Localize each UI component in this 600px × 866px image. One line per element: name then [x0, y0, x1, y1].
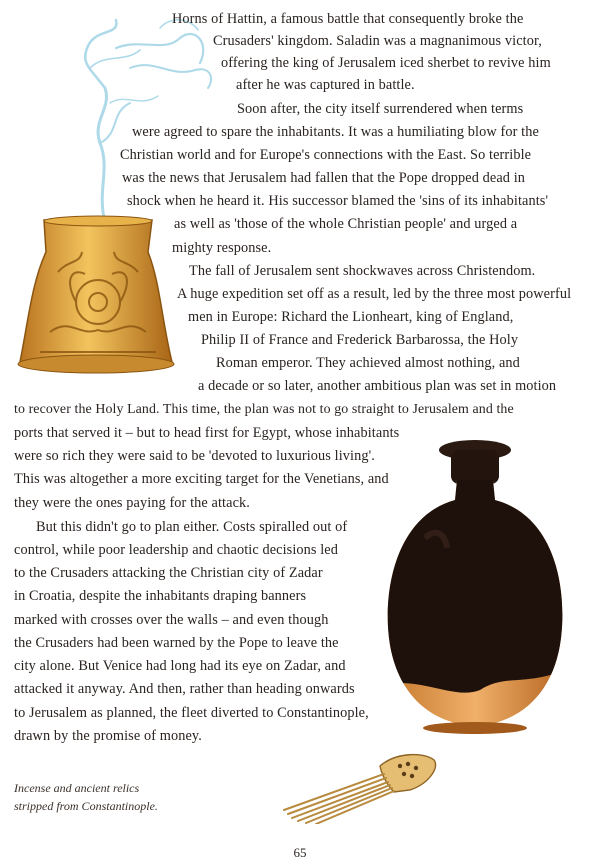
body-text-line: to Jerusalem as planned, the fleet diverted to Constantinople, [14, 705, 369, 721]
body-text-line: after he was captured in battle. [236, 77, 415, 93]
body-text-line: shock when he heard it. His successor blamed the 'sins of its inhabitants' [127, 193, 549, 209]
body-text-line: men in Europe: Richard the Lionheart, king of England, [188, 309, 514, 325]
body-text-line: mighty response. [172, 240, 272, 256]
ivory-comb-illustration [278, 748, 440, 824]
body-text-line: drawn by the promise of money. [14, 728, 202, 744]
carved-incense-vessel-illustration [10, 212, 182, 378]
body-text-line: Philip II of France and Frederick Barbarossa, the Holy [201, 332, 519, 348]
body-text-line: was the news that Jerusalem had fallen that the Pope dropped dead in [122, 170, 526, 186]
body-text-line: ports that served it – but to head first for Egypt, whose inhabitants [14, 425, 400, 441]
body-text-line: as well as 'those of the whole Christian people' and urged a [174, 216, 518, 232]
body-text-line: Crusaders' kingdom. Saladin was a magnanimous victor, [213, 33, 542, 49]
body-text-line: Christian world and for Europe's connections with the East. So terrible [120, 147, 532, 163]
body-text-line: to the Crusaders attacking the Christian city of Zadar [14, 565, 323, 581]
body-text-line: A huge expedition set off as a result, led by the three most powerful [177, 286, 572, 302]
body-text-line: the Crusaders had been warned by the Pope to leave the [14, 635, 339, 651]
body-text-line: But this didn't go to plan either. Costs spiralled out of [36, 519, 348, 535]
body-text-line: Roman emperor. They achieved almost nothing, and [216, 355, 520, 371]
body-text-line: Horns of Hattin, a famous battle that consequently broke the [172, 11, 524, 27]
body-text-line: offering the king of Jerusalem iced sherbet to revive him [221, 55, 551, 71]
body-text-line: marked with crosses over the walls – and even though [14, 612, 329, 628]
body-text-line: Soon after, the city itself surrendered when terms [237, 101, 524, 117]
body-text-line: control, while poor leadership and chaotic decisions led [14, 542, 339, 558]
body-text-line: The fall of Jerusalem sent shockwaves across Christendom. [189, 263, 536, 279]
page-number: 65 [293, 845, 307, 860]
caption-line-1: Incense and ancient relics [14, 781, 140, 795]
body-text-line: This was altogether a more exciting target for the Venetians, and [14, 471, 389, 487]
body-text-line: city alone. But Venice had long had its eye on Zadar, and [14, 658, 346, 674]
body-text-line: were so rich they were said to be 'devoted to luxurious living'. [14, 448, 375, 464]
body-text-line: they were the ones paying for the attack. [14, 495, 250, 511]
caption-line-2: stripped from Constantinople. [14, 799, 158, 813]
body-text-line: to recover the Holy Land. This time, the plan was not to go straight to Jerusalem and the [14, 402, 514, 417]
body-text-line: were agreed to spare the inhabitants. It was a humiliating blow for the [132, 124, 539, 140]
body-text-line: attacked it anyway. And then, rather than heading onwards [14, 681, 355, 697]
incense-smoke-illustration [70, 8, 220, 223]
dark-glazed-flask-illustration [385, 438, 565, 743]
body-text-line: a decade or so later, another ambitious plan was set in motion [198, 378, 557, 394]
body-text-line: in Croatia, despite the inhabitants draping banners [14, 588, 307, 604]
